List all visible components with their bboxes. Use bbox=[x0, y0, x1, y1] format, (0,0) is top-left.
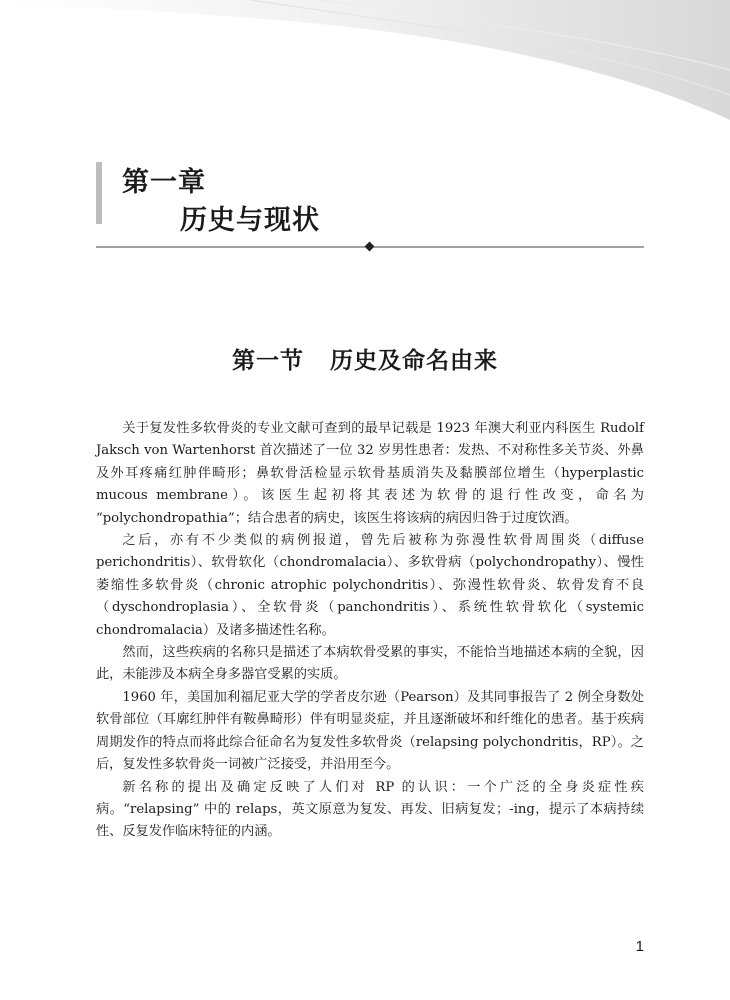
chapter-title: 历史与现状 bbox=[180, 205, 320, 236]
paragraph: 关于复发性多软骨炎的专业文献可查到的最早记载是 1923 年澳大利亚内科医生 Rudolf Jaksch von Wartenhorst 首次描述了一位 32 岁男性患者：发热、不对称性多关节炎、外鼻及外耳疼痛红肿伴畸形；鼻软骨活检显示软骨基质消失及黏膜部位增生（hyperplastic mucous membrane）。该医生起初将其表述为软骨的退行性改变，命名为 “polychondropathia”；结合患者的病史，该医生将该病的病因归咎于过度饮酒。 bbox=[96, 421, 644, 526]
paragraph: 之后，亦有不少类似的病例报道，曾先后被称为弥漫性软骨周围炎（diffuse perichondritis）、软骨软化（chondromalacia）、多软骨病（polychondropathy）、慢性萎缩性多软骨炎（chronic atrophic polychondritis）、弥漫性软骨炎、软骨发育不良（dyschondroplasia）、全软骨炎（panchondritis）、系统性软骨软化（systemic chondromalacia）及诸多描述性名称。 bbox=[96, 533, 644, 638]
section-number: 第一节 bbox=[232, 347, 304, 374]
body-text bbox=[96, 418, 644, 844]
paragraph: 1960 年，美国加利福尼亚大学的学者皮尔逊（Pearson）及其同事报告了 2 例全身数处软骨部位（耳廓红肿伴有鞍鼻畸形）伴有明显炎症，并且逐渐破坏和纤维化的患者。基于疾病周期发作的特点而将此综合征命名为复发性多软骨炎（relapsing polychondritis，RP）。之后，复发性多软骨炎一词被广泛接受，并沿用至今。 bbox=[96, 689, 644, 773]
page-number: 1 bbox=[635, 938, 644, 955]
chapter-divider-rule bbox=[96, 240, 644, 254]
section-title: 历史及命名由来 bbox=[330, 347, 498, 374]
header-wave-decoration bbox=[0, 0, 730, 130]
chapter-accent-bar bbox=[96, 162, 102, 224]
paragraph: 然而，这些疾病的名称只是描述了本病软骨受累的事实，不能恰当地描述本病的全貌，因此，未能涉及本病全身多器官受累的实质。 bbox=[96, 645, 644, 683]
section-heading bbox=[0, 342, 730, 375]
chapter-number: 第一章 bbox=[122, 167, 206, 198]
paragraph: 新名称的提出及确定反映了人们对 RP 的认识：一个广泛的全身炎症性疾病。“relapsing” 中的 relaps，英文原意为复发、再发、旧病复发；-ing，提示了本病持续性、反复发作临床特征的内涵。 bbox=[96, 779, 644, 840]
diamond-ornament-icon bbox=[365, 242, 375, 252]
